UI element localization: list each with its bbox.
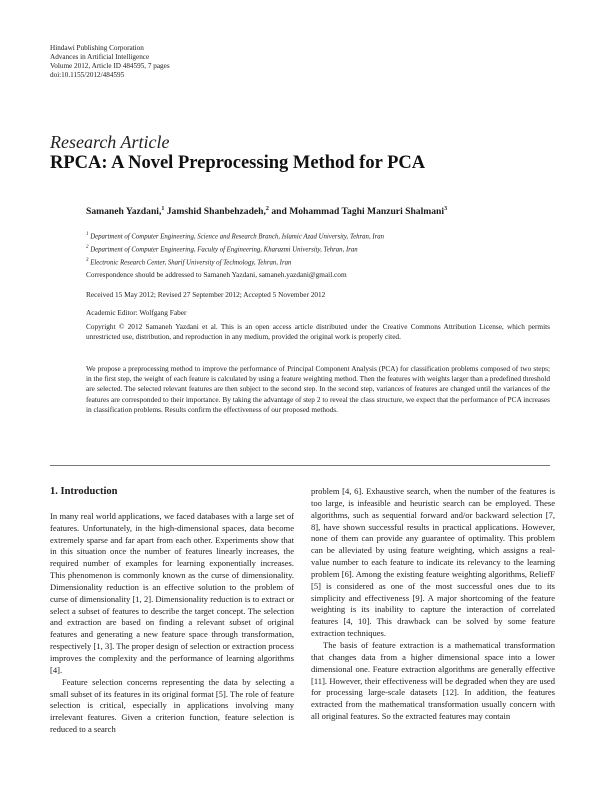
- publisher-name: Hindawi Publishing Corporation: [50, 44, 144, 52]
- author-name: and Mohammad Taghi Manzuri Shalmani: [271, 206, 445, 218]
- affiliation-mark: 2: [86, 244, 89, 250]
- affiliation-mark: 1: [86, 232, 89, 237]
- right-column: [311, 486, 555, 723]
- body-paragraph: In many real world applications, we faced databases with a large set of features. Unfortunately, in the high-dimensional spaces, data become extremely sparse and far apart from each other. Experiments show that in this situation once the number of features linearly increases, the required number of examples for learning exponentially increases. This phenomenon is commonly known as the curse of dimensionality. Dimensionality reduction is an effective solution to the problem of curse of dimensionality [1, 2]. Dimensionality reduction is to extract or select a subset of features to describe the target concept. The selection and extraction are based on finding a relevant subset of original features and generating a new feature space through transformation, respectively [1, 3]. The proper design of selection or extraction process improves the complexity and the performance of learning algorithms [4].: [50, 510, 294, 675]
- affiliation: [86, 243, 384, 256]
- doi[interactable]: doi:10.1155/2012/484595: [50, 71, 125, 79]
- author-name: Jamshid Shanbehzadeh,: [166, 206, 266, 218]
- section-heading: 1. Introduction: [50, 486, 118, 497]
- affiliation-text: Department of Computer Engineering, Faculty of Engineering, Kharazmi University, Tehran, Iran: [90, 246, 358, 254]
- affiliation: [86, 256, 384, 269]
- section-divider: [50, 465, 550, 466]
- affiliation-mark: 3: [86, 257, 89, 263]
- body-paragraph: Feature selection concerns representing the data by selecting a small subset of its features in its original format [5]. The role of feature selection is critical, especially in applications involving many irrelevant features. Given a criterion function, feature selection is reduced to a search: [50, 676, 294, 735]
- author-affiliation-mark: 3: [444, 206, 448, 212]
- body-paragraph: problem [4, 6]. Exhaustive search, when the number of the features is too large, is infeasible and heuristic search can be employed. These algorithms, such as sequential forward and/or backward selection [7, 8], have shown successful results in practical applications. However, none of them can provide any guarantee of optimality. This problem can be alleviated by using feature weighting, which assigns a real-value number to each feature to indicate its relevancy to the learning problem [6]. Among the existing feature weighting algorithms, ReliefF [5] is considered as one of the most successful ones due to its simplicity and effectiveness [9]. A major shortcoming of the feature weighting is its inability to capture the interaction of correlated features [4, 10]. This drawback can be solved by some feature extraction techniques.: [311, 486, 555, 639]
- affiliation-text: Department of Computer Engineering, Science and Research Branch, Islamic Azad University, Tehran, Iran: [90, 233, 385, 241]
- abstract: We propose a preprocessing method to improve the performance of Principal Component Analysis (PCA) for classification problems composed of two steps; in the first step, the weight of each feature is calculated by using a feature weighting method. Then the features with weights larger than a predefined threshold are selected. The selected relevant features are then subject to the second step. In the second step, variances of features are changed until the variances of the features are corresponded to their importance. By taking the advantage of step 2 to reveal the class structure, we expect that the performance of PCA increases in classification problems. Results confirm the effectiveness of our proposed methods.: [86, 364, 550, 414]
- journal-header: [50, 44, 170, 80]
- author-name: Samaneh Yazdani,: [86, 206, 162, 218]
- journal-name: Advances in Artificial Intelligence: [50, 53, 150, 61]
- copyright-notice: Copyright © 2012 Samaneh Yazdani et al. This is an open access article distributed under the Creative Commons Attribution License, which permits unrestricted use, distribution, and reproduction in any medium, provided the original work is properly cited.: [86, 322, 550, 342]
- affiliation-text: Electronic Research Center, Sharif University of Technology, Tehran, Iran: [90, 258, 292, 266]
- author-list: [86, 206, 447, 217]
- left-column: [50, 486, 294, 736]
- affiliation-list: [86, 230, 384, 268]
- author-affiliation-mark: 1: [161, 206, 165, 212]
- affiliation: [86, 230, 384, 243]
- academic-editor: Academic Editor: Wolfgang Faber: [86, 308, 187, 317]
- article-type: Research Article: [50, 132, 170, 152]
- publication-dates: Received 15 May 2012; Revised 27 September 2012; Accepted 5 November 2012: [86, 290, 326, 299]
- volume-info: Volume 2012, Article ID 484595, 7 pages: [50, 62, 170, 70]
- author-affiliation-mark: 2: [265, 206, 269, 212]
- body-paragraph: The basis of feature extraction is a mathematical transformation that changes data from a higher dimensional space into a lower dimensional one. Feature extraction algorithms are generally effective [11]. However, their effectiveness will be degraded when they are used for processing large-scale datasets [12]. In addition, the features extracted from the mathematical transformation usually concern with all original features. So the extracted features may contain: [311, 639, 555, 722]
- paper-title: RPCA: A Novel Preprocessing Method for PCA: [50, 153, 426, 173]
- correspondence-line: Correspondence should be addressed to Samaneh Yazdani, samaneh.yazdani@gmail.com: [86, 270, 347, 279]
